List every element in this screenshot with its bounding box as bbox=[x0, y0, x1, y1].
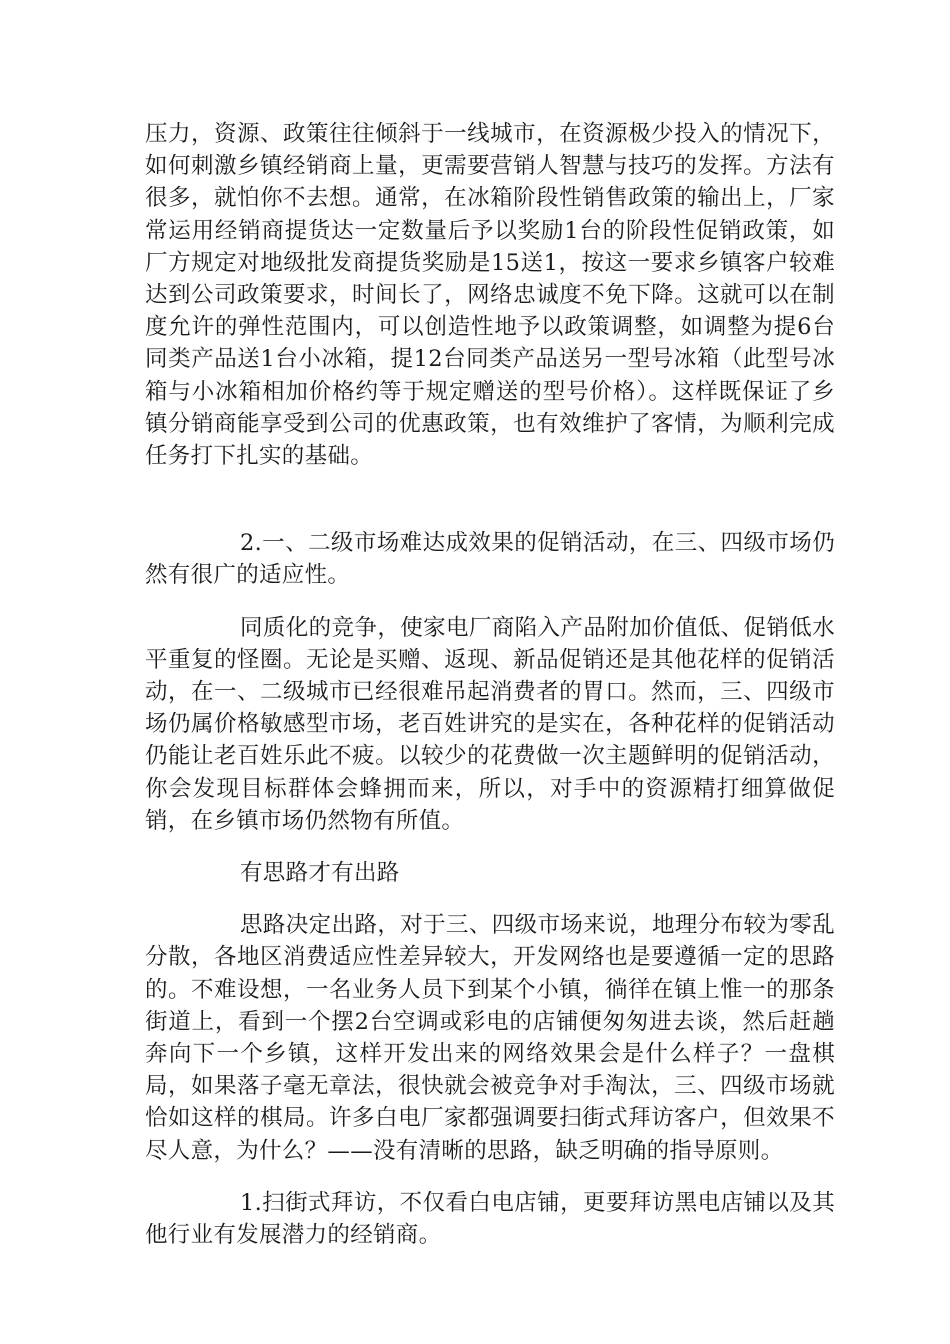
paragraph-policy-adjustment: 压力，资源、政策往往倾斜于一线城市，在资源极少投入的情况下，如何刺激乡镇经销商上量，更需要营销人智慧与技巧的发挥。方法有很多，就怕你不去想。通常，在冰箱阶段性销售政策的输出上，厂家常运用经销商提货达一定数量后予以奖励1台的阶段性促销政策，如厂方规定对地级批发商提货奖励是15送1，按这一要求乡镇客户较难达到公司政策要求，时间长了，网络忠诚度不免下降。这就可以在制度允许的弹性范围内，可以创造性地予以政策调整，如调整为提6台同类产品送1台小冰箱，提12台同类产品送另一型号冰箱（此型号冰箱与小冰箱相加价格约等于规定赠送的型号价格）。这样既保证了乡镇分销商能享受到公司的优惠政策，也有效维护了客情，为顺利完成任务打下扎实的基础。 bbox=[145, 121, 835, 470]
paragraph-street-visit: 1.扫街式拜访，不仅看白电店铺，更要拜访黑电店铺以及其他行业有发展潜力的经销商。 bbox=[145, 1189, 835, 1249]
paragraph-thinking-detail: 思路决定出路，对于三、四级市场来说，地理分布较为零乱分散，各地区消费适应性差异较大，开发网络也是要遵循一定的思路的。不难设想，一名业务人员下到某个小镇，徜徉在镇上惟一的那条街道上，看到一个摆2台空调或彩电的店铺便匆匆进去谈，然后赶趟奔向下一个乡镇，这样开发出来的网络效果会是什么样子？一盘棋局，如果落子毫无章法，很快就会被竞争对手淘汰，三、四级市场就恰如这样的棋局。许多白电厂家都强调要扫街式拜访客户，但效果不尽人意，为什么？——没有清晰的思路，缺乏明确的指导原则。 bbox=[145, 912, 835, 1164]
document-page bbox=[145, 118, 835, 1251]
paragraph-promotion-detail: 同质化的竞争，使家电厂商陷入产品附加价值低、促销低水平重复的怪圈。无论是买赠、返现、新品促销还是其他花样的促销活动，在一、二级城市已经很难吊起消费者的胃口。然而，三、四级市场仍属价格敏感型市场，老百姓讲究的是实在，各种花样的促销活动仍能让老百姓乐此不疲。以较少的花费做一次主题鲜明的促销活动，你会发现目标群体会蜂拥而来，所以，对手中的资源精打细算做促销，在乡镇市场仍然物有所值。 bbox=[145, 614, 835, 834]
paragraph-heading-promotion: 2.一、二级市场难达成效果的促销活动，在三、四级市场仍然有很广的适应性。 bbox=[145, 530, 835, 589]
section-title-thinking: 有思路才有出路 bbox=[240, 860, 400, 887]
